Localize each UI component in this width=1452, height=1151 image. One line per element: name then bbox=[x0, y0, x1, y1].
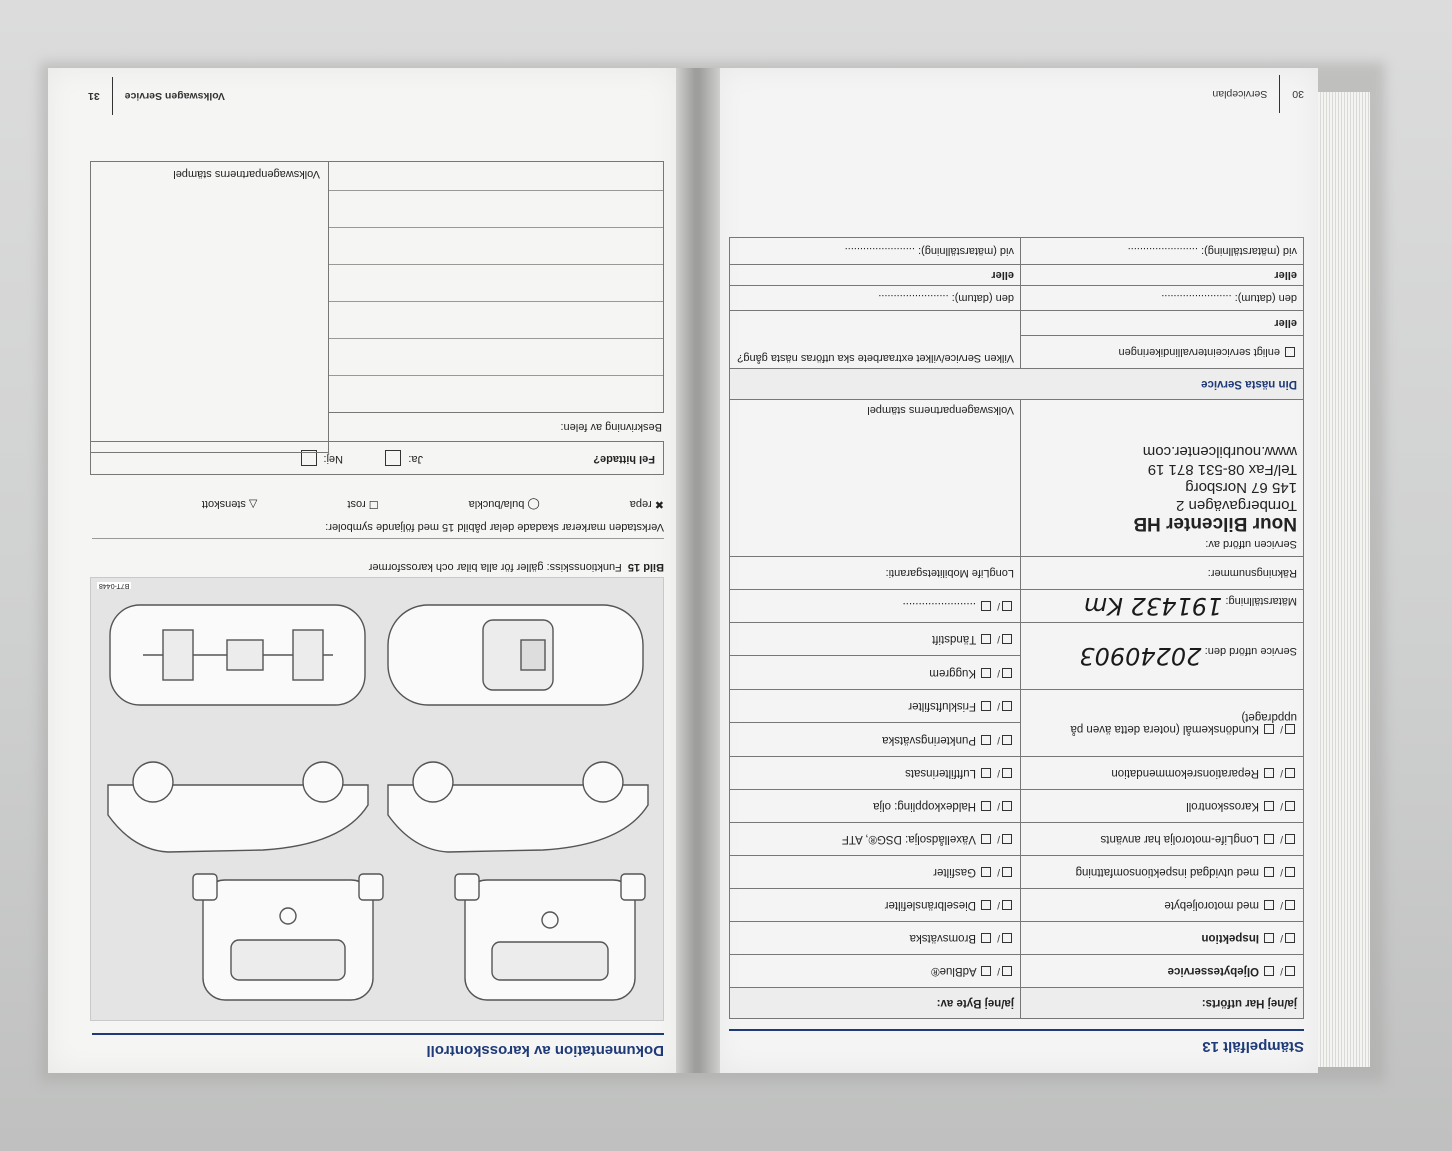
checkbox[interactable] bbox=[1264, 801, 1274, 811]
checkbox[interactable] bbox=[1285, 724, 1295, 734]
description-lines[interactable] bbox=[328, 161, 664, 413]
checkbox[interactable] bbox=[981, 634, 991, 644]
checkbox[interactable] bbox=[1264, 900, 1274, 910]
checkbox[interactable] bbox=[1264, 724, 1274, 734]
car-outline-icon bbox=[91, 578, 663, 1020]
checkbox[interactable] bbox=[1264, 966, 1274, 976]
replace-row-gasfilter[interactable]: / Gasfilter bbox=[730, 856, 1021, 889]
replace-row-adblue[interactable]: / AdBlue® bbox=[730, 955, 1021, 988]
handwritten-date: 20240903 bbox=[1079, 642, 1202, 670]
next-date[interactable]: den (datum): ....................... bbox=[1021, 286, 1304, 311]
checkbox[interactable] bbox=[981, 601, 991, 611]
checkbox[interactable] bbox=[1002, 900, 1012, 910]
service-row-oil[interactable]: / Oljebytesservice bbox=[1021, 955, 1304, 988]
page-title: Dokumentation av karosskontroll bbox=[426, 1042, 664, 1059]
checkbox[interactable] bbox=[1002, 867, 1012, 877]
page-footer: Volkswagen Service31 bbox=[88, 77, 225, 115]
replace-row-brake[interactable]: / Bromsvätska bbox=[730, 922, 1021, 955]
replace-row-dieselfilter[interactable]: / Dieselbränslefilter bbox=[730, 889, 1021, 922]
checkbox[interactable] bbox=[1002, 768, 1012, 778]
checkbox[interactable] bbox=[1285, 347, 1295, 357]
next-service-header: Din nästa Service bbox=[730, 369, 1304, 400]
checkbox[interactable] bbox=[1002, 735, 1012, 745]
longlife-cell[interactable]: LongLife Mobilitetsgaranti: bbox=[730, 557, 1021, 590]
checkbox[interactable] bbox=[1285, 900, 1295, 910]
damage-symbols bbox=[92, 498, 664, 511]
checkbox[interactable] bbox=[981, 834, 991, 844]
dealer-stamp: Nour Bilcenter HB Tornbergavägen 2 145 67 Norsborg Tel/Fax 08-531 871 19 www.nourbilcenter.com bbox=[1133, 443, 1297, 534]
fault-found-row: Fel hittade? Ja: Nej: bbox=[90, 441, 664, 475]
service-row-body[interactable]: / Karosskontroll bbox=[1021, 790, 1304, 823]
symbol-dent: ◯ bula/buckla bbox=[468, 498, 540, 510]
or-label: eller bbox=[1021, 265, 1304, 286]
title-rule bbox=[729, 1029, 1304, 1031]
checkbox[interactable] bbox=[981, 668, 991, 678]
page-title: Stämpelfält 13 bbox=[1202, 1038, 1304, 1055]
book-gutter bbox=[674, 68, 720, 1073]
checkbox[interactable] bbox=[1285, 966, 1295, 976]
checkbox[interactable] bbox=[1285, 768, 1295, 778]
replace-row-gearbox[interactable]: / Växellådsolja: DSG®, ATF bbox=[730, 823, 1021, 856]
partner-stamp-box: Volkswagenpartnerns stämpel bbox=[90, 161, 329, 453]
checkbox[interactable] bbox=[1002, 966, 1012, 976]
checkbox[interactable] bbox=[1002, 801, 1012, 811]
next-extra-work[interactable]: Vilken Service/vilket extraarbete ska utföras nästa gång? bbox=[730, 311, 1021, 369]
checkbox[interactable] bbox=[981, 768, 991, 778]
checkbox[interactable] bbox=[1002, 701, 1012, 711]
title-rule bbox=[92, 1033, 664, 1035]
or-label: eller bbox=[1021, 311, 1304, 336]
checkbox[interactable] bbox=[1002, 933, 1012, 943]
performed-by-cell[interactable]: Servicen utförd av: Nour Bilcenter HB Tornbergavägen 2 145 67 Norsborg Tel/Fax 08-531 871 19 www.nourbilcenter.com bbox=[1021, 400, 1304, 557]
handwritten-odometer: 191432 Km bbox=[1083, 592, 1223, 620]
page-30 bbox=[718, 68, 1318, 1073]
replace-row-airfilter[interactable]: / Luftfilterinsats bbox=[730, 757, 1021, 790]
checkbox[interactable] bbox=[1285, 933, 1295, 943]
checkbox[interactable] bbox=[1285, 867, 1295, 877]
symbol-chip: △ stenskott bbox=[201, 498, 258, 510]
yes-checkbox[interactable] bbox=[385, 450, 401, 466]
service-row-customer[interactable]: / Kundönskemål (notera detta även på uppdraget) bbox=[1021, 690, 1304, 757]
description-label: Beskrivning av felen: bbox=[560, 421, 662, 433]
divider bbox=[92, 538, 664, 539]
replace-row-timingbelt[interactable]: / Kuggrem bbox=[730, 656, 1021, 690]
invoice-cell[interactable]: Räkningsnummer: bbox=[1021, 557, 1304, 590]
next-date-2[interactable]: den (datum): ....................... bbox=[730, 286, 1021, 311]
replace-row-cabinfilter[interactable]: / Friskluftsfilter bbox=[730, 690, 1021, 724]
checkbox[interactable] bbox=[1002, 634, 1012, 644]
checkbox[interactable] bbox=[981, 900, 991, 910]
col-header-performed: ja/nej Har utförts: bbox=[1021, 988, 1304, 1019]
service-date-cell[interactable]: Service utförd den: 20240903 bbox=[1021, 623, 1304, 690]
next-option-interval[interactable]: enligt serviceintervallindikeringen bbox=[1021, 336, 1304, 369]
service-row-oilchange[interactable]: / med motoroljebyte bbox=[1021, 889, 1304, 922]
checkbox[interactable] bbox=[1264, 834, 1274, 844]
checkbox[interactable] bbox=[1285, 801, 1295, 811]
car-diagram bbox=[90, 577, 664, 1021]
service-row-longlife[interactable]: / LongLife-motorolja har använts bbox=[1021, 823, 1304, 856]
checkbox[interactable] bbox=[981, 867, 991, 877]
next-odometer[interactable]: vid (mätarställning): ....................... bbox=[1021, 238, 1304, 265]
checkbox[interactable] bbox=[981, 801, 991, 811]
checkbox[interactable] bbox=[981, 933, 991, 943]
checkbox[interactable] bbox=[981, 735, 991, 745]
symbol-scratch: ✖ repa bbox=[629, 498, 664, 510]
page-31 bbox=[48, 68, 676, 1073]
service-row-repair[interactable]: / Reparationsrekommendation bbox=[1021, 757, 1304, 790]
checkbox[interactable] bbox=[1002, 601, 1012, 611]
odometer-cell[interactable]: Mätarställning: 191432 Km bbox=[1021, 590, 1304, 623]
checkbox[interactable] bbox=[1002, 834, 1012, 844]
page-footer: 30Serviceplan bbox=[1212, 75, 1304, 113]
replace-row-blank[interactable]: / ....................... bbox=[730, 590, 1021, 623]
checkbox[interactable] bbox=[1264, 933, 1274, 943]
checkbox[interactable] bbox=[981, 701, 991, 711]
checkbox[interactable] bbox=[1264, 768, 1274, 778]
service-table bbox=[729, 237, 1304, 1019]
service-row-inspection[interactable]: / Inspektion bbox=[1021, 922, 1304, 955]
next-odometer-2[interactable]: vid (mätarställning): ....................... bbox=[730, 238, 1021, 265]
replace-row-sparkplugs[interactable]: / Tändstift bbox=[730, 623, 1021, 657]
checkbox[interactable] bbox=[1002, 668, 1012, 678]
service-row-extended[interactable]: / med utvidgad inspektionsomfattning bbox=[1021, 856, 1304, 889]
checkbox[interactable] bbox=[1264, 867, 1274, 877]
damage-instruction: Verkstaden markerar skadade delar påbild 15 med följande symboler: bbox=[325, 521, 664, 533]
or-label: eller bbox=[730, 265, 1021, 286]
checkbox[interactable] bbox=[981, 966, 991, 976]
replace-row-haldex[interactable]: / Haldexkoppling: olja bbox=[730, 790, 1021, 823]
symbol-rust: ☐ rost bbox=[347, 498, 379, 510]
replace-row-puncture[interactable]: / Punkteringsvätska bbox=[730, 723, 1021, 757]
col-header-replaced: ja/nej Byte av: bbox=[730, 988, 1021, 1019]
figure-code: B7T-0448 bbox=[99, 582, 130, 589]
checkbox[interactable] bbox=[1285, 834, 1295, 844]
service-book bbox=[48, 68, 1318, 1073]
stamp-area: Volkswagenpartnerns stämpel bbox=[730, 400, 1021, 557]
figure-caption: Bild 15 Funktionsskiss: gäller för alla bilar och karossformer bbox=[368, 561, 664, 573]
